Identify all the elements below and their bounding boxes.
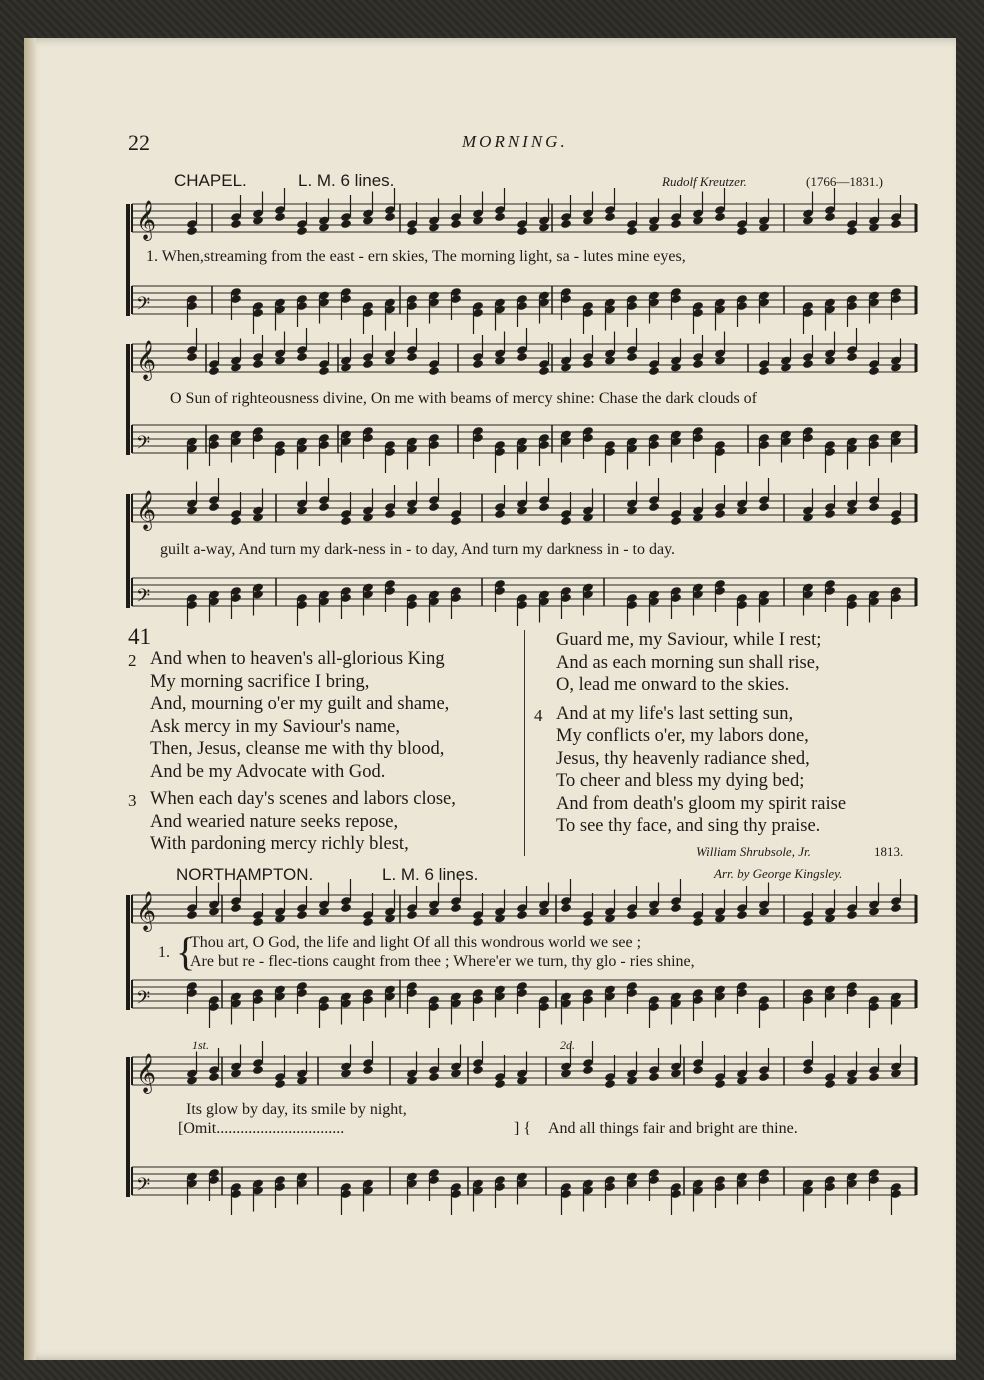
note-head <box>318 906 330 916</box>
note-head <box>208 502 220 512</box>
note-head <box>692 512 704 522</box>
note-head <box>516 352 528 362</box>
note-head <box>428 366 440 376</box>
treble-clef-icon: 𝄞 <box>136 200 157 240</box>
note-head <box>692 215 704 225</box>
note-head <box>560 362 572 372</box>
note-head <box>560 1068 572 1078</box>
note-head <box>560 516 572 526</box>
verse-line: And when to heaven's all-glorious King <box>150 649 445 669</box>
verse-line: To see thy face, and sing thy praise. <box>556 816 821 836</box>
bass-clef-icon: 𝄢 <box>136 988 151 1013</box>
note-head <box>252 1065 264 1075</box>
bass-clef-icon: 𝄢 <box>136 1175 151 1200</box>
composer: Rudolf Kreutzer. <box>662 174 747 189</box>
note-head <box>274 212 286 222</box>
note-head <box>802 1065 814 1075</box>
verse-line: My conflicts o'er, my labors done, <box>556 726 809 746</box>
verses-right <box>534 629 847 843</box>
verse-line: And from death's gloom my spirit raise <box>556 793 847 814</box>
note-head <box>428 502 440 512</box>
treble-clef-icon: 𝄞 <box>136 490 157 530</box>
note-head <box>802 215 814 225</box>
note-head <box>406 910 418 920</box>
note-head <box>758 1072 770 1082</box>
verse-4 <box>534 703 847 843</box>
note-head <box>780 362 792 372</box>
note-head <box>362 215 374 225</box>
note-head <box>494 1079 506 1089</box>
verse-line: O, lead me onward to the skies. <box>556 675 790 695</box>
note-head <box>670 903 682 913</box>
note-head <box>670 1068 682 1078</box>
note-head <box>252 215 264 225</box>
note-head <box>802 359 814 369</box>
note-head <box>450 903 462 913</box>
hymn-number: 41 <box>128 624 151 649</box>
note-head <box>582 359 594 369</box>
verse-line: When each day's scenes and labors close, <box>150 789 456 809</box>
note-head <box>714 509 726 519</box>
note-head <box>516 505 528 515</box>
note-head <box>692 359 704 369</box>
note-head <box>340 1068 352 1078</box>
note-head <box>714 212 726 222</box>
note-head <box>384 212 396 222</box>
verse-line: With pardoning mercy richly blest, <box>150 834 409 854</box>
note-head <box>670 219 682 229</box>
tune-name-northampton: NORTHAMPTON. <box>176 865 314 884</box>
note-head <box>362 359 374 369</box>
note-head <box>538 366 550 376</box>
note-head <box>648 502 660 512</box>
note-head <box>472 359 484 369</box>
note-head <box>318 222 330 232</box>
note-head <box>208 1072 220 1082</box>
treble-clef-icon: 𝄞 <box>136 340 157 380</box>
verse-line: My morning sacrifice I bring, <box>150 671 370 692</box>
note-head <box>868 366 880 376</box>
note-head <box>274 1079 286 1089</box>
note-head <box>340 903 352 913</box>
note-head <box>560 903 572 913</box>
bass-clef-icon: 𝄢 <box>136 294 151 319</box>
note-head <box>692 1065 704 1075</box>
note-head <box>824 212 836 222</box>
verse-number-northampton: 1. <box>158 944 170 961</box>
note-head <box>252 512 264 522</box>
omit-line: [Omit................................ <box>178 1120 345 1137</box>
note-head <box>186 1075 198 1085</box>
note-head <box>230 219 242 229</box>
note-head <box>626 505 638 515</box>
note-head <box>186 910 198 920</box>
note-head <box>296 505 308 515</box>
note-head <box>450 516 462 526</box>
note-head <box>516 910 528 920</box>
note-head <box>626 352 638 362</box>
note-head <box>846 505 858 515</box>
note-head <box>318 502 330 512</box>
note-head <box>208 906 220 916</box>
first-ending-label: 1st. <box>192 1038 210 1052</box>
note-head <box>538 502 550 512</box>
author-name: William Shrubsole, Jr. <box>696 844 811 859</box>
note-head <box>428 906 440 916</box>
treble-clef-icon: 𝄞 <box>136 1053 157 1093</box>
running-head: MORNING. <box>462 132 568 151</box>
verse-line: And at my life's last setting sun, <box>556 703 794 724</box>
note-head <box>846 1075 858 1085</box>
note-head <box>824 913 836 923</box>
note-head <box>758 906 770 916</box>
note-head <box>626 910 638 920</box>
verse-line: And, mourning o'er my guilt and shame, <box>150 694 450 714</box>
note-head <box>648 366 660 376</box>
note-head <box>384 355 396 365</box>
note-head <box>340 516 352 526</box>
note-head <box>406 226 418 236</box>
note-head <box>582 215 594 225</box>
note-head <box>340 362 352 372</box>
note-head <box>208 366 220 376</box>
column-divider <box>524 630 525 856</box>
note-head <box>274 913 286 923</box>
note-head <box>846 352 858 362</box>
note-head <box>494 355 506 365</box>
note-head <box>890 516 902 526</box>
note-head <box>406 505 418 515</box>
verse-line: And wearied nature seeks repose, <box>150 811 399 832</box>
note-head <box>296 910 308 920</box>
tune-name-chapel: CHAPEL. <box>174 171 247 190</box>
note-head <box>758 366 770 376</box>
verse-line: Then, Jesus, cleanse me with thy blood, <box>150 739 445 759</box>
note-head <box>560 219 572 229</box>
note-head <box>494 212 506 222</box>
verse-number: 2 <box>128 651 137 670</box>
note-head <box>736 1075 748 1085</box>
note-head <box>450 1068 462 1078</box>
note-head <box>714 1079 726 1089</box>
meter-chapel: L. M. 6 lines. <box>298 171 395 190</box>
note-head <box>736 505 748 515</box>
note-head <box>406 352 418 362</box>
verse-number: 4 <box>534 705 543 725</box>
note-head <box>824 509 836 519</box>
note-head <box>868 502 880 512</box>
note-head <box>604 355 616 365</box>
note-head <box>648 222 660 232</box>
note-head <box>296 226 308 236</box>
note-head <box>186 226 198 236</box>
verse-line: And be my Advocate with God. <box>150 761 386 782</box>
note-head <box>318 366 330 376</box>
note-head <box>252 359 264 369</box>
note-head <box>516 226 528 236</box>
note-head <box>472 1065 484 1075</box>
note-head <box>384 509 396 519</box>
note-head <box>802 512 814 522</box>
verse-number: 3 <box>128 791 137 810</box>
note-head <box>538 906 550 916</box>
note-head <box>582 512 594 522</box>
note-head <box>714 355 726 365</box>
lyric-line-1: 1. When,streaming from the east - ern skies, The morning light, sa - lutes mine eyes, <box>146 248 686 265</box>
note-head <box>362 1065 374 1075</box>
note-head <box>670 362 682 372</box>
note-head <box>846 910 858 920</box>
arranger: Arr. by George Kingsley. <box>714 866 843 881</box>
note-head <box>230 1068 242 1078</box>
lyric-line-7: And all things fair and bright are thine. <box>548 1120 798 1137</box>
note-head <box>736 910 748 920</box>
lyric-line-2: O Sun of righteousness divine, On me with beams of mercy shine: Chase the dark clouds of <box>170 390 757 407</box>
note-head <box>648 906 660 916</box>
verse-3-continued <box>556 629 821 697</box>
note-head <box>714 913 726 923</box>
note-head <box>384 913 396 923</box>
author-year: 1813. <box>874 844 904 859</box>
composer-dates: (1766—1831.) <box>806 174 883 189</box>
verse-line: And as each morning sun shall rise, <box>556 652 820 673</box>
note-head <box>758 502 770 512</box>
bass-clef-icon: 𝄢 <box>136 433 151 458</box>
note-head <box>846 226 858 236</box>
note-head <box>186 505 198 515</box>
treble-clef-icon: 𝄞 <box>136 891 157 931</box>
note-head <box>406 1075 418 1085</box>
note-head <box>868 1072 880 1082</box>
note-head <box>186 352 198 362</box>
note-head <box>582 1065 594 1075</box>
verse-line: Jesus, thy heavenly radiance shed, <box>556 748 810 769</box>
note-head <box>736 226 748 236</box>
note-head <box>890 1068 902 1078</box>
brace-symbol: { <box>176 929 196 974</box>
note-head <box>296 352 308 362</box>
note-head <box>472 917 484 927</box>
note-head <box>648 1072 660 1082</box>
verse-line: To cheer and bless my dying bed; <box>556 771 805 791</box>
lyric-line-5: Are but re - flec-tions caught from thee ; Where'er we turn, thy glo - ries shine, <box>190 953 695 970</box>
note-head <box>868 222 880 232</box>
note-head <box>890 903 902 913</box>
note-head <box>670 516 682 526</box>
note-head <box>230 516 242 526</box>
lyric-line-3: guilt a-way, And turn my dark-ness in - to day, And turn my darkness in - to day. <box>160 541 676 558</box>
note-head <box>604 913 616 923</box>
note-head <box>428 1072 440 1082</box>
note-head <box>472 215 484 225</box>
verse-line: Ask mercy in my Saviour's name, <box>150 716 400 737</box>
note-head <box>604 1079 616 1089</box>
note-head <box>450 219 462 229</box>
bass-clef-icon: 𝄢 <box>136 586 151 611</box>
note-head <box>692 917 704 927</box>
note-head <box>362 917 374 927</box>
note-head <box>626 226 638 236</box>
note-head <box>516 1075 528 1085</box>
note-head <box>428 222 440 232</box>
note-head <box>758 222 770 232</box>
second-ending-label: 2d. <box>560 1038 575 1052</box>
lyric-line-4: Thou art, O God, the life and light Of all this wondrous world we see ; <box>190 934 642 951</box>
note-head <box>494 913 506 923</box>
note-head <box>626 1075 638 1085</box>
note-head <box>824 355 836 365</box>
note-head <box>890 219 902 229</box>
note-head <box>296 1075 308 1085</box>
note-head <box>494 509 506 519</box>
note-head <box>890 362 902 372</box>
note-head <box>252 917 264 927</box>
note-head <box>802 917 814 927</box>
note-head <box>362 512 374 522</box>
note-head <box>340 219 352 229</box>
note-head <box>824 1079 836 1089</box>
meter-northampton: L. M. 6 lines. <box>382 865 479 884</box>
note-head <box>230 903 242 913</box>
lyric-line-6: Its glow by day, its smile by night, <box>186 1101 407 1118</box>
verse-line: Guard me, my Saviour, while I rest; <box>556 630 822 650</box>
note-head <box>230 362 242 372</box>
note-head <box>604 212 616 222</box>
omit-bracket: ] { <box>514 1120 532 1137</box>
note-head <box>274 355 286 365</box>
note-head <box>538 222 550 232</box>
note-head <box>868 906 880 916</box>
note-head <box>582 917 594 927</box>
page-number: 22 <box>128 130 150 155</box>
